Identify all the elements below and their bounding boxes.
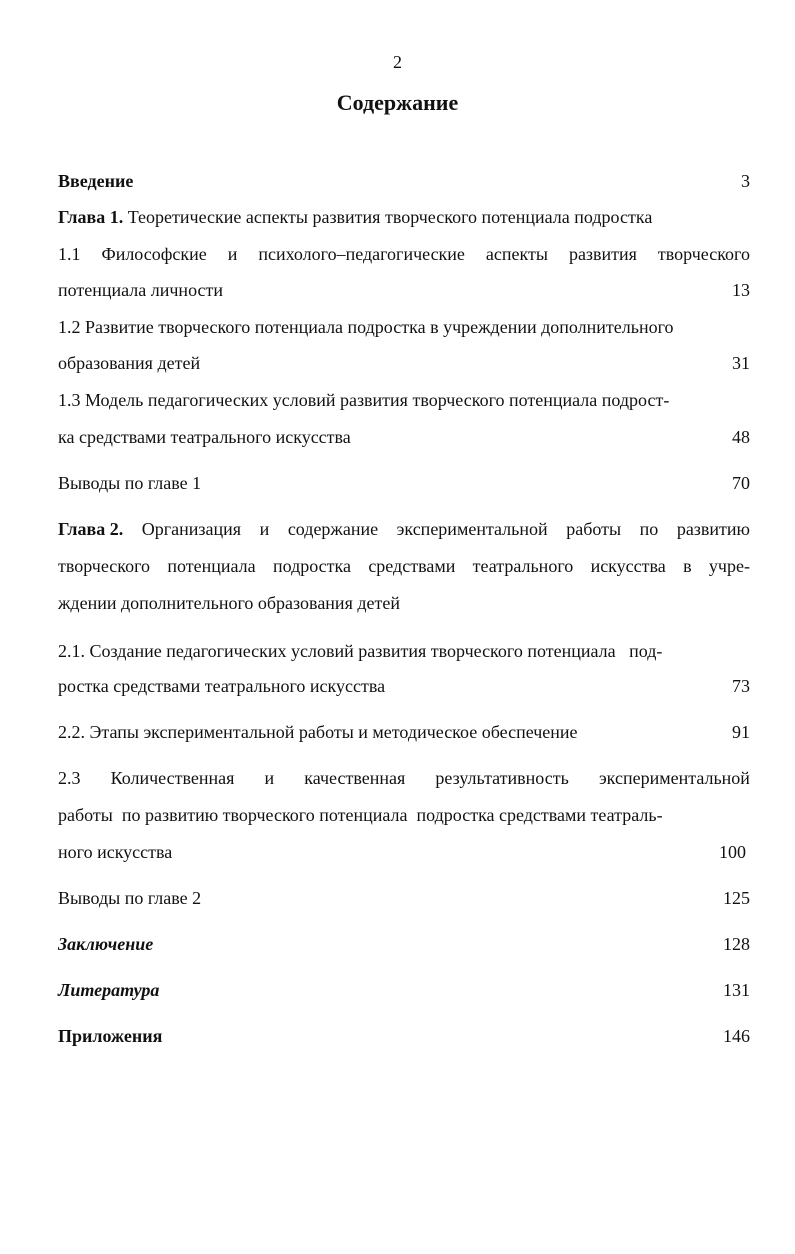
toc-entry-chapter-2-line1[interactable] bbox=[58, 516, 750, 542]
toc-word: 2.3 bbox=[58, 768, 81, 788]
toc-entry-1-3-line1[interactable] bbox=[58, 387, 750, 413]
toc-word: в bbox=[683, 556, 692, 576]
toc-entry-2-2[interactable] bbox=[58, 719, 750, 745]
toc-word: качественная bbox=[304, 768, 406, 788]
toc-page-number: 73 bbox=[732, 676, 750, 696]
toc-chapter-prefix: Глава 2. bbox=[58, 519, 124, 539]
toc-word: Организация bbox=[141, 519, 242, 539]
toc-page-number: 125 bbox=[723, 888, 750, 908]
toc-word: творческого bbox=[58, 556, 151, 576]
toc-entry-2-1-line2[interactable] bbox=[58, 673, 750, 699]
toc-word: содержание bbox=[287, 519, 379, 539]
toc-word: аспекты bbox=[485, 244, 548, 264]
toc-label: Приложения bbox=[58, 1026, 163, 1046]
toc-entry-chapter-2-line3[interactable] bbox=[58, 590, 750, 616]
toc-label: ка средствами театрального искусства bbox=[58, 427, 351, 447]
toc-entry-literature[interactable] bbox=[58, 977, 750, 1003]
toc-entry-appendix[interactable] bbox=[58, 1023, 750, 1049]
toc-word: развития bbox=[568, 244, 637, 264]
toc-word: и bbox=[227, 244, 238, 264]
toc-page-number: 3 bbox=[741, 171, 750, 191]
toc-entry-intro[interactable] bbox=[58, 168, 750, 194]
toc-label: 2.1. Создание педагогических условий развития творческого потенциала под- bbox=[58, 641, 663, 661]
toc-page-number: 31 bbox=[732, 353, 750, 373]
toc-entry-2-3-line1[interactable] bbox=[58, 765, 750, 791]
toc-page-number: 146 bbox=[723, 1026, 750, 1046]
page-title: Содержание bbox=[336, 90, 459, 115]
toc-word: по bbox=[639, 519, 659, 539]
toc-entry-1-2-line2[interactable] bbox=[58, 350, 750, 376]
toc-chapter-prefix: Глава 1. bbox=[58, 207, 124, 227]
page-number: 2 bbox=[393, 52, 402, 72]
toc-word: учре- bbox=[708, 556, 750, 576]
toc-page-number: 100 bbox=[719, 842, 746, 862]
toc-entry-conclusion[interactable] bbox=[58, 931, 750, 957]
toc-label: Выводы по главе 2 bbox=[58, 888, 202, 908]
toc-word: и bbox=[259, 519, 270, 539]
toc-word: развитию bbox=[676, 519, 750, 539]
toc-word: искусства bbox=[590, 556, 666, 576]
toc-page-number: 70 bbox=[732, 473, 750, 493]
toc-entry-1-2-line1[interactable] bbox=[58, 314, 750, 340]
toc-entry-1-3-line2[interactable] bbox=[58, 424, 750, 450]
toc-label: Выводы по главе 1 bbox=[58, 473, 202, 493]
toc-word: и bbox=[264, 768, 275, 788]
toc-entry-chapter-1[interactable] bbox=[58, 204, 750, 230]
toc-word: работы bbox=[566, 519, 622, 539]
toc-entry-1-1-line1[interactable] bbox=[58, 241, 750, 267]
toc-word: средствами bbox=[368, 556, 456, 576]
toc-page-number: 131 bbox=[723, 980, 750, 1000]
toc-label: потенциала личности bbox=[58, 280, 224, 300]
toc-label: ждении дополнительного образования детей bbox=[58, 593, 400, 613]
toc-label: 1.2 Развитие творческого потенциала подростка в учреждении дополнительного bbox=[58, 317, 674, 337]
toc-label: Заключение bbox=[58, 934, 154, 954]
toc-entry-chapter-2-line2[interactable] bbox=[58, 553, 750, 579]
toc-entry-conclusions-2[interactable] bbox=[58, 885, 750, 911]
toc-word: потенциала bbox=[167, 556, 256, 576]
toc-word: результативность bbox=[435, 768, 569, 788]
toc-word: театрального bbox=[472, 556, 574, 576]
toc-word: психолого–педагогические bbox=[258, 244, 465, 264]
toc-entry-2-1-line1[interactable] bbox=[58, 638, 750, 664]
toc-page-number: 13 bbox=[732, 280, 750, 300]
toc-label: Введение bbox=[58, 171, 134, 191]
toc-label: ного искусства bbox=[58, 842, 173, 862]
toc-page-number: 128 bbox=[723, 934, 750, 954]
toc-label: 1.3 Модель педагогических условий развития творческого потенциала подрост- bbox=[58, 390, 670, 410]
toc-entry-2-3-line3[interactable] bbox=[58, 839, 750, 865]
toc-page-number: 48 bbox=[732, 427, 750, 447]
toc-word: творческого bbox=[657, 244, 750, 264]
toc-entry-1-1-line2[interactable] bbox=[58, 277, 750, 303]
toc-entry-conclusions-1[interactable] bbox=[58, 470, 750, 496]
toc-word: экспериментальной bbox=[598, 768, 750, 788]
toc-label: 2.2. Этапы экспериментальной работы и методическое обеспечение bbox=[58, 722, 578, 742]
toc-word: Количественная bbox=[110, 768, 235, 788]
toc-label: Литература bbox=[58, 980, 160, 1000]
toc-label: Теоретические аспекты развития творческого потенциала подростка bbox=[127, 207, 653, 227]
toc-label: работы по развитию творческого потенциала подростка средствами театраль- bbox=[58, 805, 663, 825]
toc-word: экспериментальной bbox=[396, 519, 548, 539]
toc-word: Философские bbox=[101, 244, 207, 264]
toc-label: ростка средствами театрального искусства bbox=[58, 676, 386, 696]
toc-page-number: 91 bbox=[732, 722, 750, 742]
toc-entry-2-3-line2[interactable] bbox=[58, 802, 750, 828]
toc-label: образования детей bbox=[58, 353, 201, 373]
toc-word: подростка bbox=[272, 556, 351, 576]
toc-word: 1.1 bbox=[58, 244, 81, 264]
